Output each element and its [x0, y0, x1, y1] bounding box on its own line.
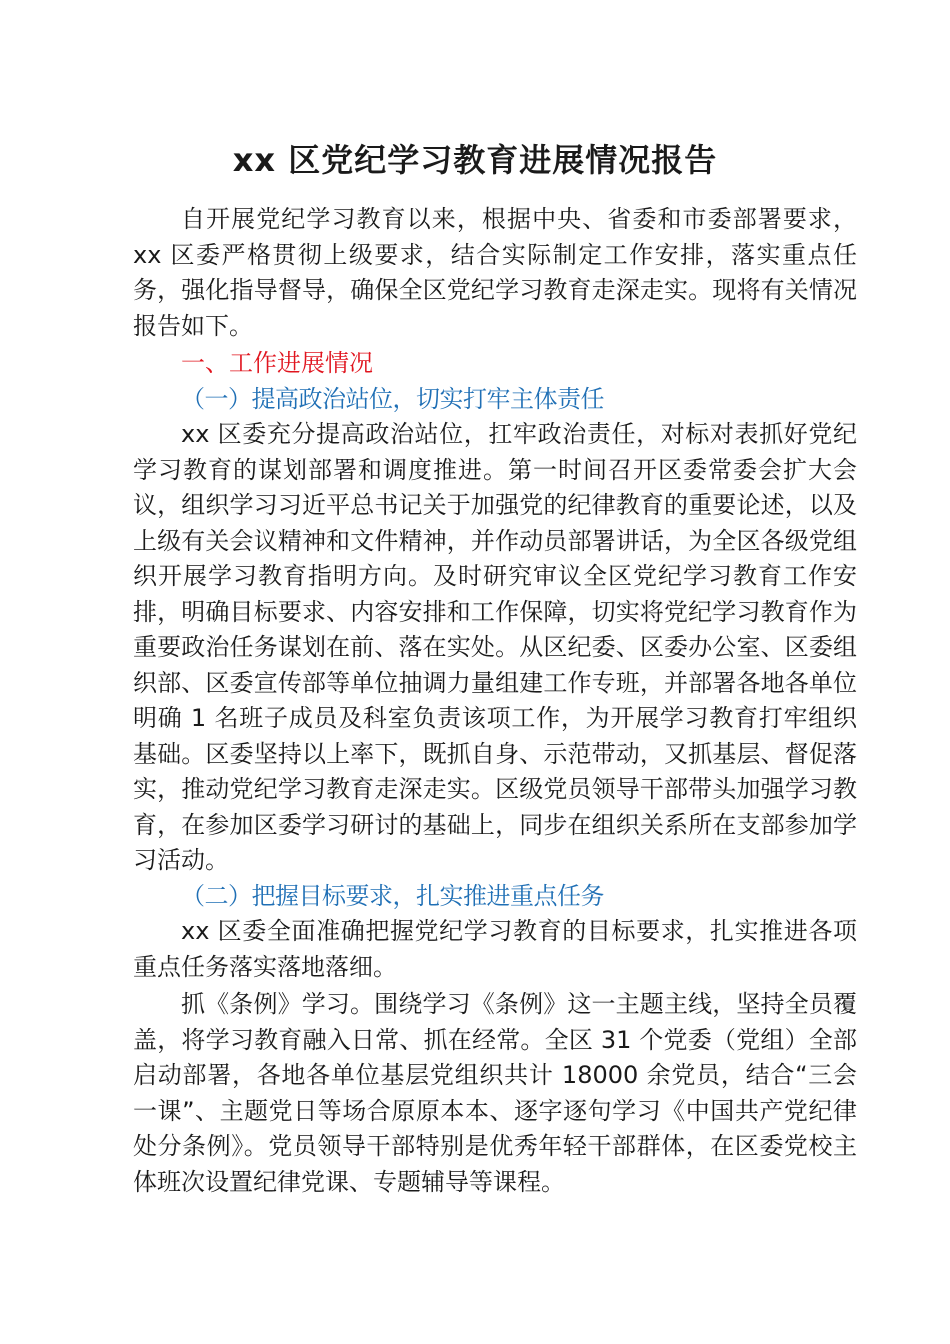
- intro-paragraph: 自开展党纪学习教育以来，根据中央、省委和市委部署要求，xx 区委严格贯彻上级要求，结合实际制定工作安排，落实重点任务，强化指导督导，确保全区党纪学习教育走深走实。现将有关情况报告如下。: [133, 205, 857, 340]
- subsection-heading-1: （一）提高政治站位，切实打牢主体责任: [181, 384, 604, 413]
- document-title: xx 区党纪学习教育进展情况报告: [232, 141, 718, 179]
- document-body: [133, 202, 857, 1200]
- regulation-study-paragraph: 抓《条例》学习。围绕学习《条例》这一主题主线，坚持全员覆盖，将学习教育融入日常、抓在经常。全区 31 个党委（党组）全部启动部署，各地各单位基层党组织共计 18000 余党员，结合“三会一课”、主题党日等场合原原本本、逐字逐句学习《中国共产党纪律处分条例》。党员领导干部特别是优秀年轻干部群体，在区委党校主体班次设置纪律党课、专题辅导等课程。: [133, 990, 857, 1196]
- subsection-1-paragraph: xx 区委充分提高政治站位，扛牢政治责任，对标对表抓好党纪学习教育的谋划部署和调度推进。第一时间召开区委常委会扩大会议，组织学习习近平总书记关于加强党的纪律教育的重要论述，以及上级有关会议精神和文件精神，并作动员部署讲话，为全区各级党组织开展学习教育指明方向。及时研究审议全区党纪学习教育工作安排，明确目标要求、内容安排和工作保障，切实将党纪学习教育作为重要政治任务谋划在前、落在实处。从区纪委、区委办公室、区委组织部、区委宣传部等单位抽调力量组建工作专班，并部署各地各单位明确 1 名班子成员及科室负责该项工作，为开展学习教育打牢组织基础。区委坚持以上率下，既抓自身、示范带动，又抓基层、督促落实，推动党纪学习教育走深走实。区级党员领导干部带头加强学习教育，在参加区委学习研讨的基础上，同步在组织关系所在支部参加学习活动。: [133, 420, 857, 874]
- subsection-2-paragraph: xx 区委全面准确把握党纪学习教育的目标要求，扎实推进各项重点任务落实落地落细。: [133, 917, 857, 981]
- section-heading-1: 一、工作进展情况: [181, 349, 373, 377]
- subsection-heading-2: （二）把握目标要求，扎实推进重点任务: [181, 881, 604, 910]
